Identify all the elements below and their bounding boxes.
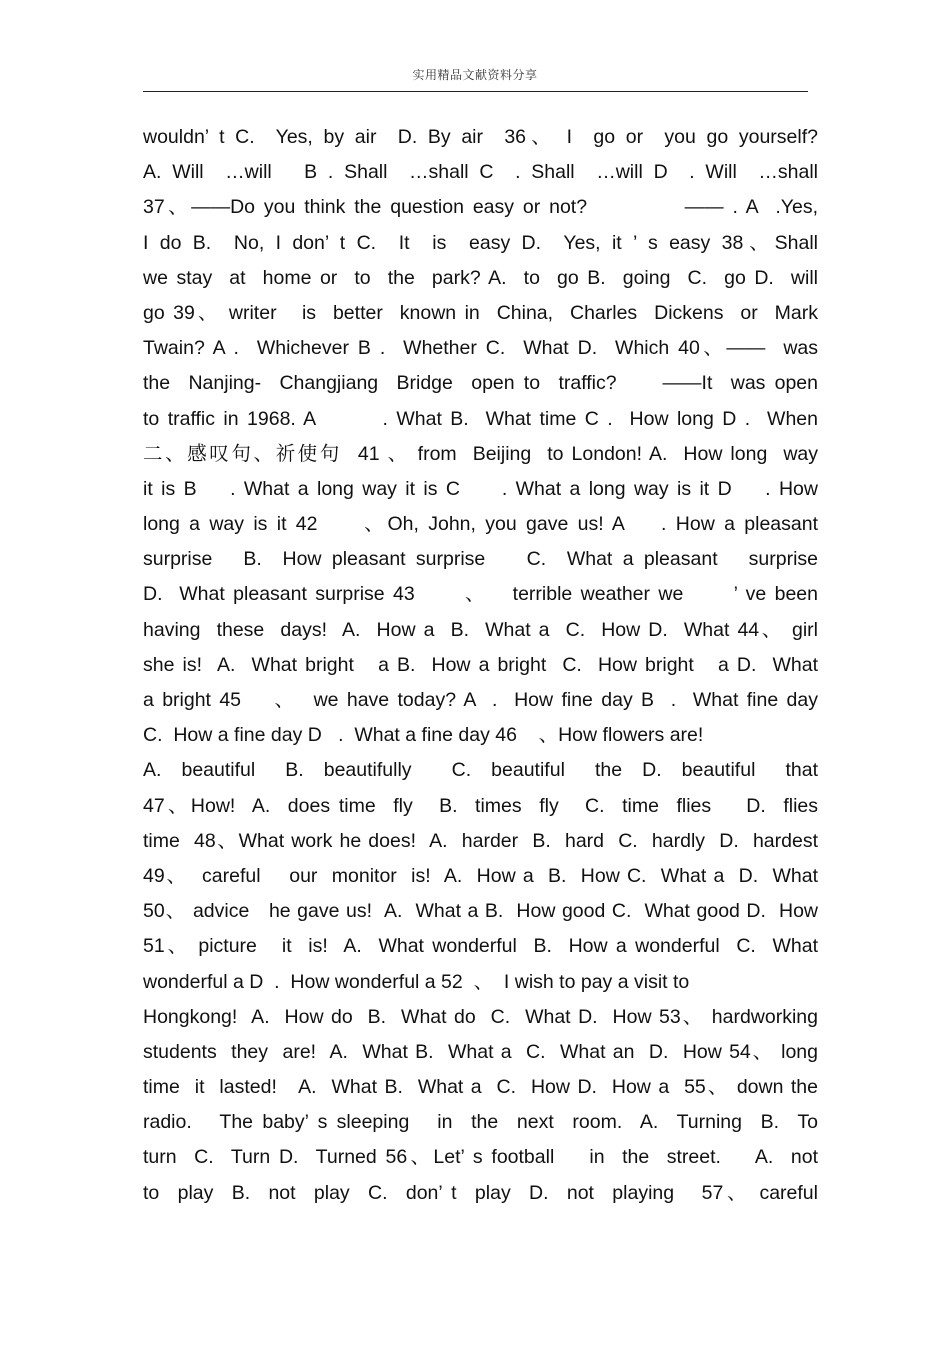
text-line: 50、 advice he gave us! A. What a B. How good C. What good D. How <box>143 900 818 923</box>
text-line: A. beautiful B. beautifully C. beautiful the D. beautiful that <box>143 759 818 782</box>
text-line: 49、 careful our monitor is! A. How a B. How C. What a D. What <box>143 864 818 887</box>
text-line: I do B. No, I don’ t C. It is easy D. Yes, it ’ s easy 38、Shall <box>143 231 818 254</box>
document-body <box>143 120 818 1211</box>
text-line: it is B . What a long way it is C . What a long way is it D . How <box>143 477 818 500</box>
text-line: time 48、What work he does! A. harder B. hard C. hardly D. hardest <box>143 829 818 852</box>
text-line: Hongkong! A. How do B. What do C. What D. How 53、 hardworking <box>143 1005 818 1028</box>
text-line: 51、 picture it is! A. What wonderful B. How a wonderful C. What <box>143 935 818 958</box>
text-line: Twain? A . Whichever B . Whether C. What D. Which 40、—— was <box>143 337 818 360</box>
text-line: time it lasted! A. What B. What a C. How D. How a 55、 down the <box>143 1076 818 1099</box>
text-line: 37、——Do you think the question easy or not? —— . A .Yes, <box>143 196 818 219</box>
text-line: D. What pleasant surprise 43 、 terrible weather we ’ ve been <box>143 583 818 606</box>
text-line: surprise B. How pleasant surprise C. What a pleasant surprise <box>143 548 818 571</box>
text-line: A. Will …will B . Shall …shall C . Shall …will D . Will …shall <box>143 161 818 184</box>
text-line: radio. The baby’ s sleeping in the next room. A. Turning B. To <box>143 1111 818 1134</box>
text-line: to play B. not play C. don’ t play D. not playing 57、 careful <box>143 1181 818 1204</box>
text-line: the Nanjing- Changjiang Bridge open to traffic? ——It was open <box>143 372 818 395</box>
text-line: having these days! A. How a B. What a C. How D. What 44、 girl <box>143 618 818 641</box>
text-line: 47、How! A. does time fly B. times fly C. time flies D. flies <box>143 794 818 817</box>
text-line: go 39、 writer is better known in China, Charles Dickens or Mark <box>143 301 818 324</box>
text-line: students they are! A. What B. What a C. What an D. How 54、 long <box>143 1040 818 1063</box>
text-line: 二、感叹句、祈使句 41 、 from Beijing to London! A. How long way <box>143 442 818 465</box>
text-line: turn C. Turn D. Turned 56、Let’ s football in the street. A. not <box>143 1146 818 1169</box>
text-line: we stay at home or to the park? A. to go B. going C. go D. will <box>143 266 818 289</box>
text-line: wonderful a D . How wonderful a 52 、 I wish to pay a visit to <box>143 970 690 993</box>
text-line: wouldn’ t C. Yes, by air D. By air 36、 I go or you go yourself? <box>143 126 818 148</box>
text-line: long a way is it 42 、Oh, John, you gave us! A . How a pleasant <box>143 513 818 536</box>
text-line: C. How a fine day D . What a fine day 46 、How flowers are! <box>143 724 704 747</box>
text-line: she is! A. What bright a B. How a bright C. How bright a D. What <box>143 653 818 676</box>
text-line: a bright 45 、 we have today? A . How fine day B . What fine day <box>143 689 818 711</box>
header-divider <box>143 91 808 92</box>
page-header-title: 实用精品文献资料分享 <box>412 68 538 82</box>
text-line: to traffic in 1968. A . What B. What time C . How long D . When <box>143 407 818 430</box>
